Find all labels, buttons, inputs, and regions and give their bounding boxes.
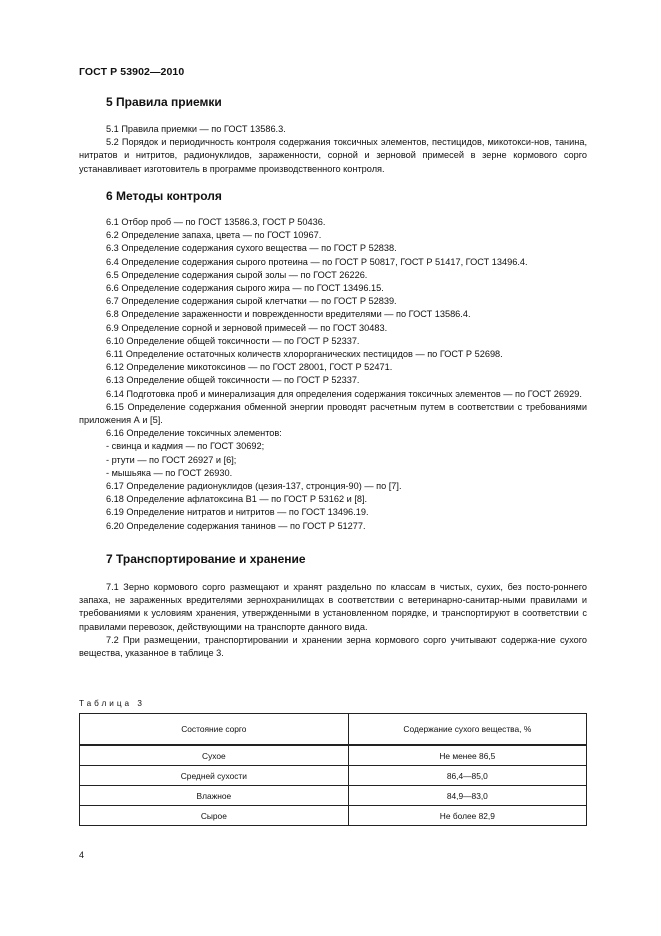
clause-6-7: 6.7 Определение содержания сырой клетчатки — по ГОСТ Р 52839. (106, 296, 397, 307)
table-row (80, 786, 587, 806)
section-5-title: 5 Правила приемки (106, 95, 222, 109)
clause-6-5: 6.5 Определение содержания сырой золы — по ГОСТ 26226. (106, 269, 368, 280)
clause-6-16: 6.16 Определение токсичных элементов: (106, 428, 282, 439)
clause-6-6: 6.6 Определение содержания сырого жира — по ГОСТ 13496.15. (106, 283, 384, 294)
column-header-state: Состояние сорго (80, 714, 349, 746)
table-row (80, 766, 587, 786)
cell-state: Сухое (80, 745, 349, 766)
clause-6-2: 6.2 Определение запаха, цвета — по ГОСТ 10967. (106, 230, 322, 241)
page-number: 4 (79, 850, 85, 860)
cell-value: Не более 82,9 (348, 806, 586, 826)
clause-6-4: 6.4 Определение содержания сырого протеина — по ГОСТ Р 50817, ГОСТ Р 51417, ГОСТ 13496.4. (106, 256, 528, 267)
clause-6-19: 6.19 Определение нитратов и нитритов — по ГОСТ 13496.19. (106, 507, 369, 518)
table-3 (79, 713, 587, 826)
clause-6-11: 6.11 Определение остаточных количеств хлорорганических пестицидов — по ГОСТ Р 52698. (106, 349, 503, 360)
clause-6-17: 6.17 Определение радионуклидов (цезия-137, стронция-90) — по [7]. (106, 481, 402, 492)
document-code: ГОСТ Р 53902—2010 (79, 66, 185, 78)
section-7-title: 7 Транспортирование и хранение (106, 552, 306, 566)
clause-5-1: 5.1 Правила приемки — по ГОСТ 13586.3. (106, 124, 286, 134)
clause-6-16-arsenic: - мышьяка — по ГОСТ 26930. (106, 467, 233, 478)
clause-6-16-mercury: - ртути — по ГОСТ 26927 и [6]; (106, 454, 237, 465)
cell-state: Влажное (80, 786, 349, 806)
section-7 (79, 551, 587, 660)
section-5 (79, 94, 587, 176)
table-row (80, 745, 587, 766)
clause-6-10: 6.10 Определение общей токсичности — по ГОСТ Р 52337. (106, 335, 360, 346)
cell-value: Не менее 86,5 (348, 745, 586, 766)
clause-6-18: 6.18 Определение афлатоксина В1 — по ГОСТ Р 53162 и [8]. (106, 494, 368, 505)
table-3-caption: Таблица 3 (79, 699, 145, 708)
table-header-row (80, 714, 587, 746)
section-6-title: 6 Методы контроля (106, 189, 222, 203)
cell-value: 86,4—85,0 (348, 766, 586, 786)
clause-6-9: 6.9 Определение сорной и зерновой примесей — по ГОСТ 30483. (106, 322, 388, 333)
clause-6-14: 6.14 Подготовка проб и минерализация для определения содержания токсичных элементов — по ГОСТ 26929. (106, 388, 582, 399)
clause-7-1: 7.1 Зерно кормового сорго размещают и хранят раздельно по классам в чистых, сухих, без посто-роннего запаха, не зараженных вредителями зернохранилищах в соответствии с ветеринарно-санитар-ными правилами и требованиями к условиям хранения, утвержденными в установленном порядке, и транспортируют в соответствии с правилами перевозок, действующими на транспорте данного вида. (79, 582, 587, 632)
clause-6-1: 6.1 Отбор проб — по ГОСТ 13586.3, ГОСТ Р 50436. (106, 217, 326, 227)
clause-6-20: 6.20 Определение содержания танинов — по ГОСТ Р 51277. (106, 520, 366, 531)
table-row (80, 806, 587, 826)
clause-6-12: 6.12 Определение микотоксинов — по ГОСТ 28001, ГОСТ Р 52471. (106, 362, 393, 373)
cell-state: Средней сухости (80, 766, 349, 786)
clause-7-2: 7.2 При размещении, транспортировании и хранении зерна кормового сорго учитывают содержа-ние сухого вещества, указанное в таблице 3. (79, 634, 587, 659)
clause-6-15: 6.15 Определение содержания обменной энергии проводят расчетным путем в соответствии с требованиями приложения А и [5]. (79, 401, 587, 426)
column-header-dry-matter: Содержание сухого вещества, % (348, 714, 586, 746)
clause-6-8: 6.8 Определение зараженности и поврежденности вредителями — по ГОСТ 13586.4. (106, 309, 471, 320)
clause-5-2: 5.2 Порядок и периодичность контроля содержания токсичных элементов, пестицидов, микотокси-нов, танина, нитратов и нитритов, радионуклидов, зараженности, сорной и зерновой примесей в зерне кормового сорго устанавливает изготовитель в программе производственного контроля. (79, 137, 587, 174)
cell-value: 84,9—83,0 (348, 786, 586, 806)
clause-6-3: 6.3 Определение содержания сухого вещества — по ГОСТ Р 52838. (106, 243, 397, 254)
clause-6-13: 6.13 Определение общей токсичности — по ГОСТ Р 52337. (106, 375, 360, 386)
section-6 (79, 188, 587, 533)
clause-6-16-lead-cadmium: - свинца и кадмия — по ГОСТ 30692; (106, 441, 265, 452)
cell-state: Сырое (80, 806, 349, 826)
